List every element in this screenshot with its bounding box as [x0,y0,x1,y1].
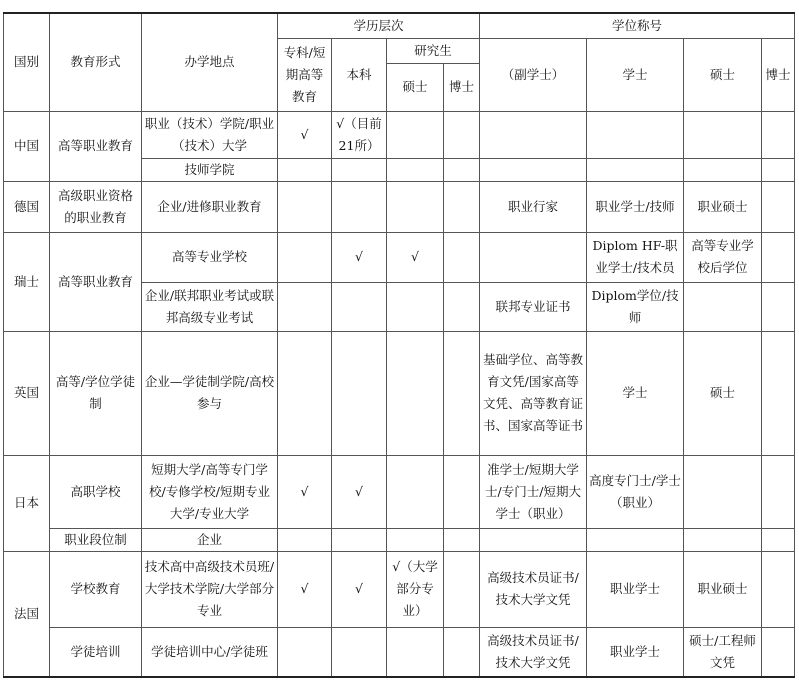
education-comparison-table [3,12,795,678]
cell-form: 高等/学位学徒制 [50,331,142,455]
cell-form: 高等职业教育 [50,232,142,331]
header-form: 教育形式 [50,13,142,111]
cell-country: 瑞士 [4,232,50,331]
cell-deg-associate: 准学士/短期大学士/专门士/短期大学士（职业） [480,455,587,528]
header-deg-doctor: 博士 [762,38,795,111]
header-country: 国别 [4,13,50,111]
cell-deg-associate: 基础学位、高等教育文凭/国家高等文凭、高等教育证书、国家高等证书 [480,331,587,455]
header-degree-group: 学位称号 [480,13,795,38]
table-row [4,551,795,627]
header-deg-bachelor: 学士 [587,38,684,111]
cell-deg-master: 职业硕士 [684,551,762,627]
cell-form: 高职学校 [50,455,142,528]
cell-deg-bachelor: 学士 [587,331,684,455]
cell-location: 企业—学徒制学院/高校参与 [142,331,278,455]
cell-deg-bachelor: 职业学士 [587,627,684,677]
cell-deg-bachelor: 职业学士 [587,551,684,627]
cell-location: 高等专业学校 [142,232,278,282]
header-level-bachelor: 本科 [332,38,387,111]
cell-deg-associate: 高级技术员证书/技术大学文凭 [480,627,587,677]
table-row [4,528,795,551]
table-row [4,331,795,455]
cell-deg-associate: 职业行家 [480,181,587,232]
header-level-group: 学历层次 [278,13,480,38]
cell-location: 技师学院 [142,158,278,181]
header-level-doctor: 博士 [444,63,480,111]
table-row [4,455,795,528]
cell-level-junior: √ [278,551,332,627]
cell-deg-associate: 联邦专业证书 [480,282,587,331]
cell-form: 高等职业教育 [50,111,142,181]
header-level-master: 硕士 [387,63,444,111]
cell-level-master: √ [387,232,444,282]
cell-form: 职业段位制 [50,528,142,551]
cell-location: 职业（技术）学院/职业（技术）大学 [142,111,278,158]
cell-deg-master: 职业硕士 [684,181,762,232]
table-row [4,111,795,158]
cell-level-bachelor: √（目前21所） [332,111,387,158]
cell-level-bachelor: √ [332,232,387,282]
cell-deg-master: 高等专业学校后学位 [684,232,762,282]
cell-form: 学徒培训 [50,627,142,677]
cell-location: 企业/联邦职业考试或联邦高级专业考试 [142,282,278,331]
header-deg-associate: （副学士） [480,38,587,111]
cell-location: 短期大学/高等专门学校/专修学校/短期专业大学/专业大学 [142,455,278,528]
header-level-junior: 专科/短期高等教育 [278,38,332,111]
cell-form: 高级职业资格的职业教育 [50,181,142,232]
cell-location: 企业/进修职业教育 [142,181,278,232]
cell-level-bachelor: √ [332,551,387,627]
cell-deg-bachelor: 职业学士/技师 [587,181,684,232]
cell-location: 技术高中高级技术员班/大学技术学院/大学部分专业 [142,551,278,627]
cell-country: 中国 [4,111,50,181]
header-deg-master: 硕士 [684,38,762,111]
header-row [4,13,795,38]
cell-deg-master: 硕士 [684,331,762,455]
cell-country: 法国 [4,551,50,677]
cell-level-master: √（大学部分专业） [387,551,444,627]
table-container [3,12,794,678]
cell-level-bachelor: √ [332,455,387,528]
cell-location: 学徒培训中心/学徒班 [142,627,278,677]
cell-country: 英国 [4,331,50,455]
cell-form: 学校教育 [50,551,142,627]
cell-deg-bachelor: 高度专门士/学士（职业） [587,455,684,528]
table-row [4,627,795,677]
cell-country: 德国 [4,181,50,232]
cell-deg-bachelor: Diplom学位/技师 [587,282,684,331]
cell-country: 日本 [4,455,50,551]
header-level-grad: 研究生 [387,38,480,63]
cell-deg-associate: 高级技术员证书/技术大学文凭 [480,551,587,627]
header-location: 办学地点 [142,13,278,111]
cell-deg-master: 硕士/工程师文凭 [684,627,762,677]
cell-deg-bachelor: Diplom HF-职业学士/技术员 [587,232,684,282]
cell-level-junior: √ [278,455,332,528]
cell-level-junior: √ [278,111,332,158]
table-row [4,232,795,282]
table-row [4,181,795,232]
cell-location: 企业 [142,528,278,551]
